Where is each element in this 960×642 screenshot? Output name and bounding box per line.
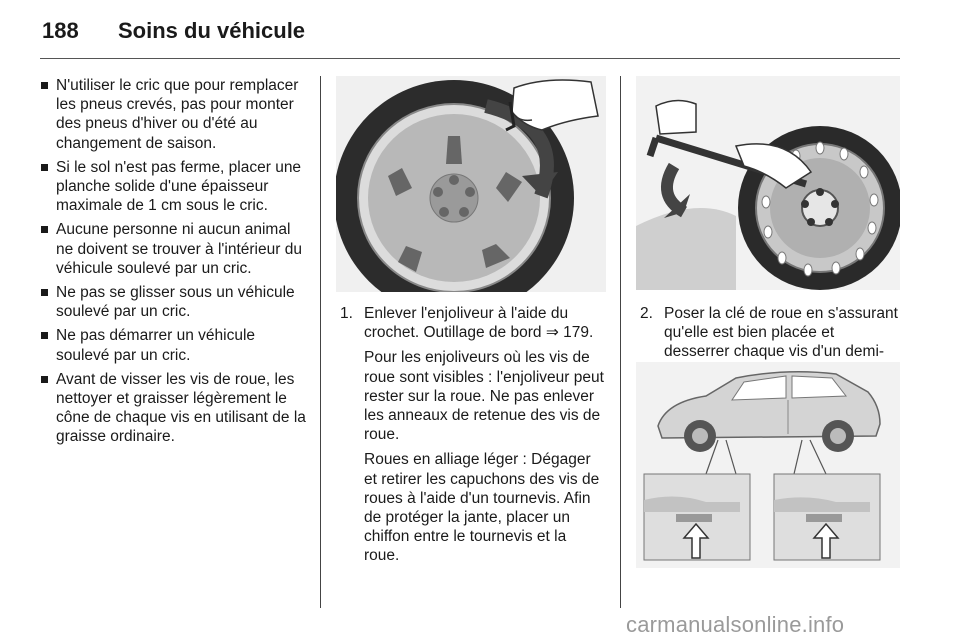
car-jack-points-drawing-icon <box>636 362 900 568</box>
step-2-instruction: Poser la clé de roue en s'assurant qu'elle est bien placée et desserrer chaque vis d'un demi- <box>664 305 898 361</box>
column-divider-right <box>620 76 621 608</box>
bullet-square-icon <box>41 82 48 89</box>
hubcap-hook-drawing-icon <box>336 76 606 292</box>
page-number: 188 <box>42 18 79 43</box>
bullet-square-icon <box>41 164 48 171</box>
step-1-paragraph-2: Pour les enjoliveurs où les vis de roue sont visibles : l'enjoliveur peut rester sur la roue. Ne pas enlever les anneaux de retenue des vis de roue. <box>364 349 604 444</box>
wheel-wrench-drawing-icon <box>636 76 900 290</box>
bullet-item: Ne pas se glisser sous un véhicule soulevé par un cric. <box>40 283 308 321</box>
bullet-square-icon <box>41 376 48 383</box>
step-1 <box>340 304 604 566</box>
left-column <box>40 76 308 452</box>
header-rule <box>40 58 900 59</box>
hubcap-removal-illustration <box>336 76 606 292</box>
bullet-item: Ne pas démarrer un véhicule soulevé par un cric. <box>40 326 308 364</box>
step-number: 1. <box>340 305 353 322</box>
column-divider-left <box>320 76 321 608</box>
wheel-wrench-illustration <box>636 76 900 290</box>
bullet-item: Aucune personne ni aucun animal ne doivent se trouver à l'intérieur du véhicule soulevé par un cric. <box>40 220 308 278</box>
bullet-item: N'utiliser le cric que pour remplacer les pneus crevés, pas pour monter des pneus d'hiver ou d'été au changement de saison. <box>40 76 308 153</box>
step-1-instruction: Enlever l'enjoliveur à l'aide du crochet. Outillage de bord ⇒ 179. <box>364 305 594 342</box>
bullet-item: Avant de visser les vis de roue, les nettoyer et graisser légèrement le cône de chaque vis en utilisant de la graisse ordinaire. <box>40 370 308 447</box>
page-header <box>0 0 960 62</box>
bullet-square-icon <box>41 226 48 233</box>
step-1-paragraph-3: Roues en alliage léger : Dégager et retirer les capuchons des vis de roues à l'aide d'un tournevis. Afin de protéger la jante, placer un chiffon entre le tournevis et la roue. <box>364 451 600 565</box>
watermark: carmanualsonline.info <box>626 612 845 637</box>
jack-points-illustration <box>636 362 900 568</box>
bullet-square-icon <box>41 289 48 296</box>
page-reference[interactable]: 179. <box>558 324 594 342</box>
bullet-item: Si le sol n'est pas ferme, placer une planche solide d'une épaisseur maximale de 1 cm sous le cric. <box>40 158 308 216</box>
section-title: Soins du véhicule <box>118 18 306 43</box>
step-number: 2. <box>640 305 653 322</box>
page-reference-arrow-icon: ⇒ <box>545 324 559 342</box>
safety-bullet-list <box>40 76 308 447</box>
bullet-square-icon <box>41 332 48 339</box>
middle-column <box>340 304 604 572</box>
